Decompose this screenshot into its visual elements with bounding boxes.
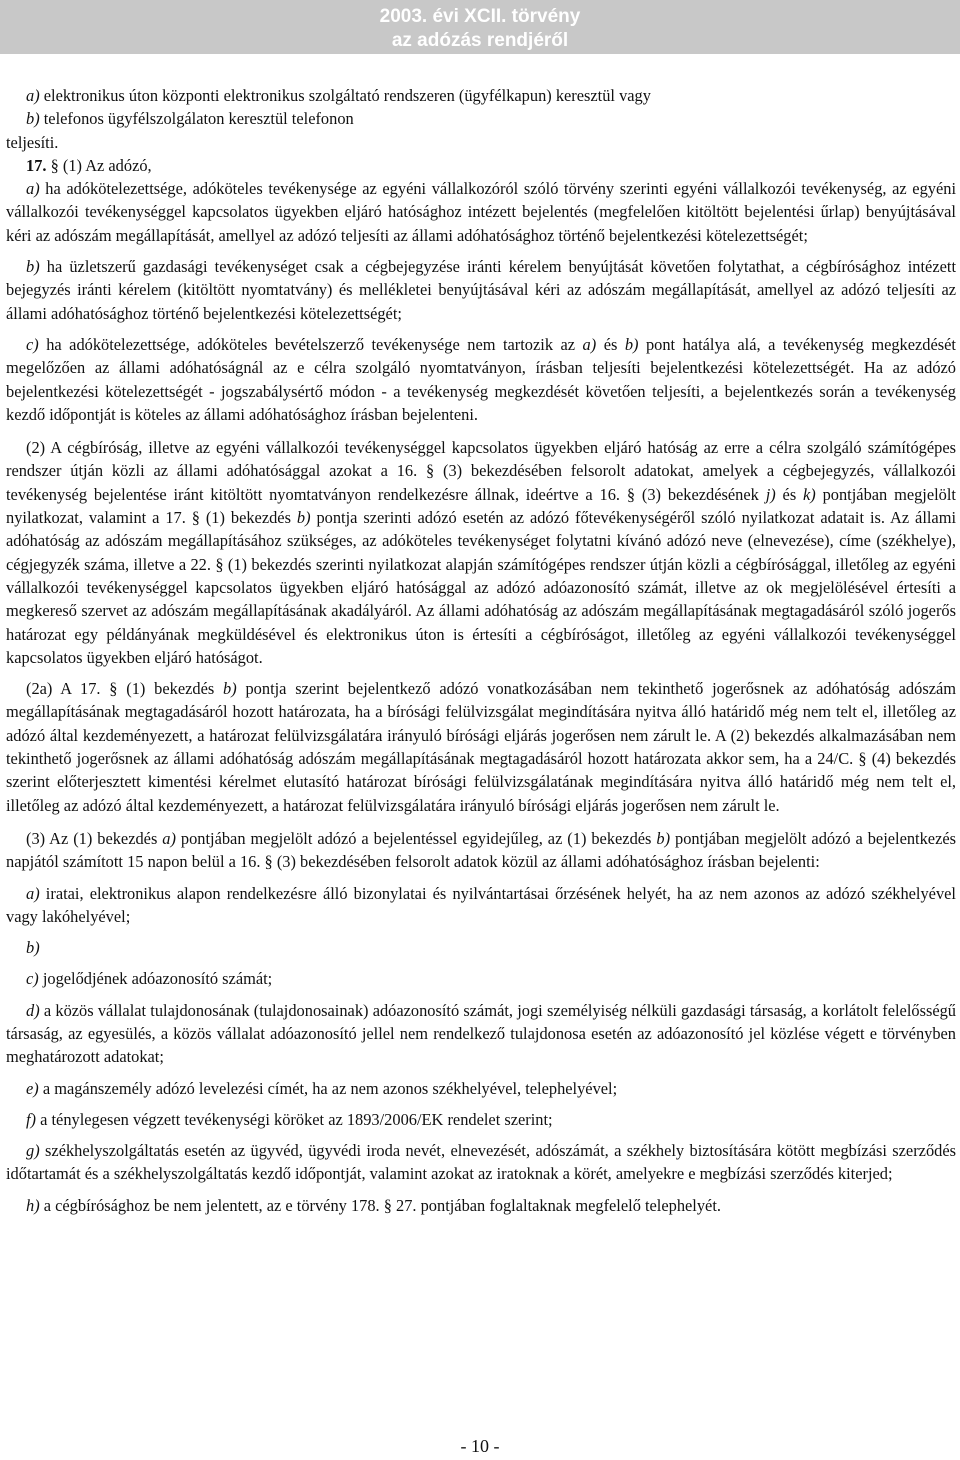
item-text: a közös vállalat tulajdonosának (tulajdonosainak) adóazonosító számát, jogi személyiség nélküli gazdasági társaság, a korlátolt felelősségű társaság, az egyesülés, a közös vállalat adóazonosító jellel nem rendelkező tulajdonosa esetén az adóazonosító jel közlése végett e törvényben meghatározott adatokat; [6, 1000, 956, 1067]
paragraph-2a [6, 677, 956, 817]
para-text: (2) A cégbíróság, illetve az egyéni vállalkozói tevékenységgel kapcsolatos ügyekben eljáró hatóság az erre a célra szolgáló számítógépes rendszer útján közli az állami adóhatósággal azokat a 16. § (3) bekezdésében felsorolt adatokat, amelyek a cégbejegyzés, vállalkozói tevékenység bejelentése iránt kitöltött nyomtatványon rendelkezésre állnak, ideértve a 16. § (3) bekezdésének [6, 438, 956, 504]
para-text: (2a) A 17. § (1) bekezdés [26, 679, 224, 699]
section-number: 17. [26, 155, 47, 175]
item-text: telefonos ügyfélszolgálaton keresztül telefonon [39, 109, 354, 129]
para-text: pontjában megjelölt adózó a bejelentkezés napjától számított 15 napon belül a 16. § (3) bekezdésében felsorolt adatok közül az állami adóhatósághoz írásban bejelenti: [6, 828, 957, 872]
para3-item-f [6, 1108, 956, 1131]
item-text: elektronikus úton központi elektronikus szolgáltató rendszeren (ügyfélkapun) keresztül vagy [39, 86, 651, 105]
para-text: pontja szerinti adózó esetén az adózó főtevékenységéről szóló nyilatkozat adatait is. Az állami adóhatóság az adószám megállapításához szükséges, az adóköteles tevékenységet folytatni kívánó adózó neve (elnevezése), címe (székhelye), cégjegyzék száma, illetve a 22. § (1) bekezdés szerinti nyilatkozat alapján számítógépes rendszer útján közli a cégbírósággal, illetőleg az egyéni vállalkozói tevékenységgel kapcsolatos ügyekben eljáró hatósággal az adózó adóazonosító számát, illetve az ok megjelölésével értesíti a megkereső szervet az adószám megállapításának akadályáról. Az állami adóhatóság az adószám megállapításának megtagadásáról szóló jogerős határozat egy példányának megküldésével és elektronikus úton is értesíti a cégbíróságot, illetőleg az egyéni vállalkozói tevékenységgel kapcsolatos ügyekben eljáró hatóságot. [6, 508, 957, 667]
header-law-title: 2003. évi XCII. törvény [379, 6, 581, 27]
item-text: székhelyszolgáltatás esetén az ügyvéd, ügyvédi iroda nevét, elnevezését, adószámát, a székhely biztosítására kötött megbízási szerződés időtartamát és a székhelyszolgáltatás kezdő időpontját, valamint azokat az iratoknak a körét, amelyekre e megbízási szerződés kiterjed; [6, 1141, 956, 1184]
para3-item-d [6, 999, 956, 1069]
para-text: pontjában megjelölt adózó a bejelentéssel egyidejűleg, az (1) bekezdés [175, 828, 657, 848]
item-label: c) [26, 969, 39, 989]
section-17-item-a [6, 177, 956, 247]
para-ref: b) [656, 828, 671, 848]
section-intro: § (1) Az adózó, [46, 155, 152, 175]
item-label: h) [26, 1195, 40, 1215]
item-label: a) [26, 86, 40, 105]
paragraph-2 [6, 436, 956, 669]
para3-item-a [6, 882, 956, 929]
item-label: f) [26, 1109, 37, 1129]
item-text: ha üzletszerű gazdasági tevékenységet csak a cégbejegyzése iránti kérelem benyújtását követően folytathat, a cégbírósághoz intézett bejegyzés iránti kérelem (kitöltött nyomtatvány) és mellékletei benyújtásával kéri az adószám megállapítását, amellyel az adózó teljesíti az állami adóhatósághoz történő bejelentkezési kötelezettségét; [6, 257, 956, 323]
list-tail: teljesíti. [6, 132, 59, 152]
para-text: (3) Az (1) bekezdés [26, 828, 163, 848]
para-text: pontja szerint bejelentkező adózó vonatkozásában nem tekinthető jogerősnek az adóhatóság adószám megállapításának megtagadásáról hozott határozata, ha a bírósági felülvizsgálat megindítására nyitva álló határidő még nem telt el, illetőleg az adózó által kezdeményezett, a határozat felülvizsgálatára irányuló bírósági eljárás jogerősen nem zárult le. A (2) bekezdés alkalmazásában nem tekinthető jogerősnek az állami adóhatóság adószám megállapításának megtagadásáról hozott határozata akkor sem, ha a 24/C. § (4) bekezdés szerint előterjesztett kimentési kérelmet elutasító határozat bírósági felülvizsgálatának megindítására nyitva álló határidő még nem telt el, illetőleg az adózó által kezdeményezett, a határozat felülvizsgálatára irányuló bírósági eljárás jogerősen nem zárult le. [6, 679, 957, 815]
item-label: b) [26, 109, 40, 129]
item-text: a cégbírósághoz be nem jelentett, az e törvény 178. § 27. pontjában foglaltaknak megfelelő telephelyét. [39, 1195, 721, 1215]
item-text: pont hatálya alá, a tevékenység megkezdését megelőzően az állami adóhatóságnál az e célra szolgáló nyomtatványon, írásban teljesíti bejelentkezési kötelezettségét. Ha az adózó bejelentkezési kötelezettségét - jogszabálysértő módon - a tevékenység megkezdését követően teljesíti, a bejelentkezés során a tevékenység kezdő időpontját is köteles az állami adóhatósághoz írásban bejelenteni. [6, 334, 956, 424]
page-header [0, 0, 960, 54]
para-text: és [775, 484, 804, 504]
section-17-item-b [6, 255, 956, 325]
para-ref: j) [765, 484, 776, 504]
section-17-item-c [6, 333, 956, 426]
item-label: a) [26, 883, 40, 903]
item-label: b) [26, 938, 40, 958]
item-ref: a) [582, 334, 597, 354]
para3-item-e [6, 1077, 956, 1100]
list-item-a [6, 84, 956, 107]
list-item-b [6, 107, 956, 130]
para3-item-h [6, 1194, 956, 1217]
item-ref: b) [624, 334, 639, 354]
para3-item-b [6, 936, 956, 959]
item-label: b) [26, 257, 40, 277]
item-label: e) [26, 1078, 39, 1098]
item-text: ha adókötelezettsége, adóköteles tevékenysége az egyéni vállalkozóról szóló törvény szerinti egyéni vállalkozói tevékenység, az egyéni vállalkozói tevékenységgel kapcsolatos ügyekben eljáró hatósághoz intézett bejelentés (megfelelően kitöltött bejelentési űrlap) benyújtásával kéri az adószám megállapítását, amellyel az adózó teljesíti az állami adóhatósághoz történő bejelentkezési kötelezettségét; [6, 179, 956, 245]
item-text: iratai, elektronikus alapon rendelkezésre álló bizonylatai és nyilvántartásai őrzésének helyét, ha az nem azonos az adózó székhelyével vagy lakóhelyével; [6, 883, 956, 926]
item-label: a) [26, 179, 40, 199]
item-text: ha adókötelezettsége, adóköteles bevételszerző tevékenysége nem tartozik az [38, 334, 583, 354]
item-label: c) [26, 334, 39, 354]
item-text: és [596, 334, 625, 354]
item-text: a ténylegesen végzett tevékenységi köröket az 1893/2006/EK rendelet szerint; [36, 1109, 553, 1129]
para-ref: b) [296, 508, 311, 528]
item-text: a magánszemély adózó levelezési címét, ha az nem azonos székhelyével, telephelyével; [38, 1078, 618, 1098]
para-ref: b) [223, 679, 237, 699]
header-law-subtitle: az adózás rendjéről [391, 30, 569, 51]
para3-item-g [6, 1139, 956, 1186]
item-label: g) [26, 1141, 40, 1161]
item-label: d) [26, 1000, 40, 1020]
para-ref: k) [803, 484, 816, 504]
page-number: - 10 - [460, 1436, 500, 1456]
section-17-heading [6, 154, 956, 177]
document-body [6, 84, 956, 1217]
item-text: jogelődjének adóazonosító számát; [38, 969, 273, 989]
para3-item-c [6, 967, 956, 990]
para-text: pontjában megjelölt nyilatkozat, valamint a 17. § (1) bekezdés [6, 484, 956, 528]
paragraph-3 [6, 827, 956, 874]
para-ref: a) [162, 828, 176, 848]
